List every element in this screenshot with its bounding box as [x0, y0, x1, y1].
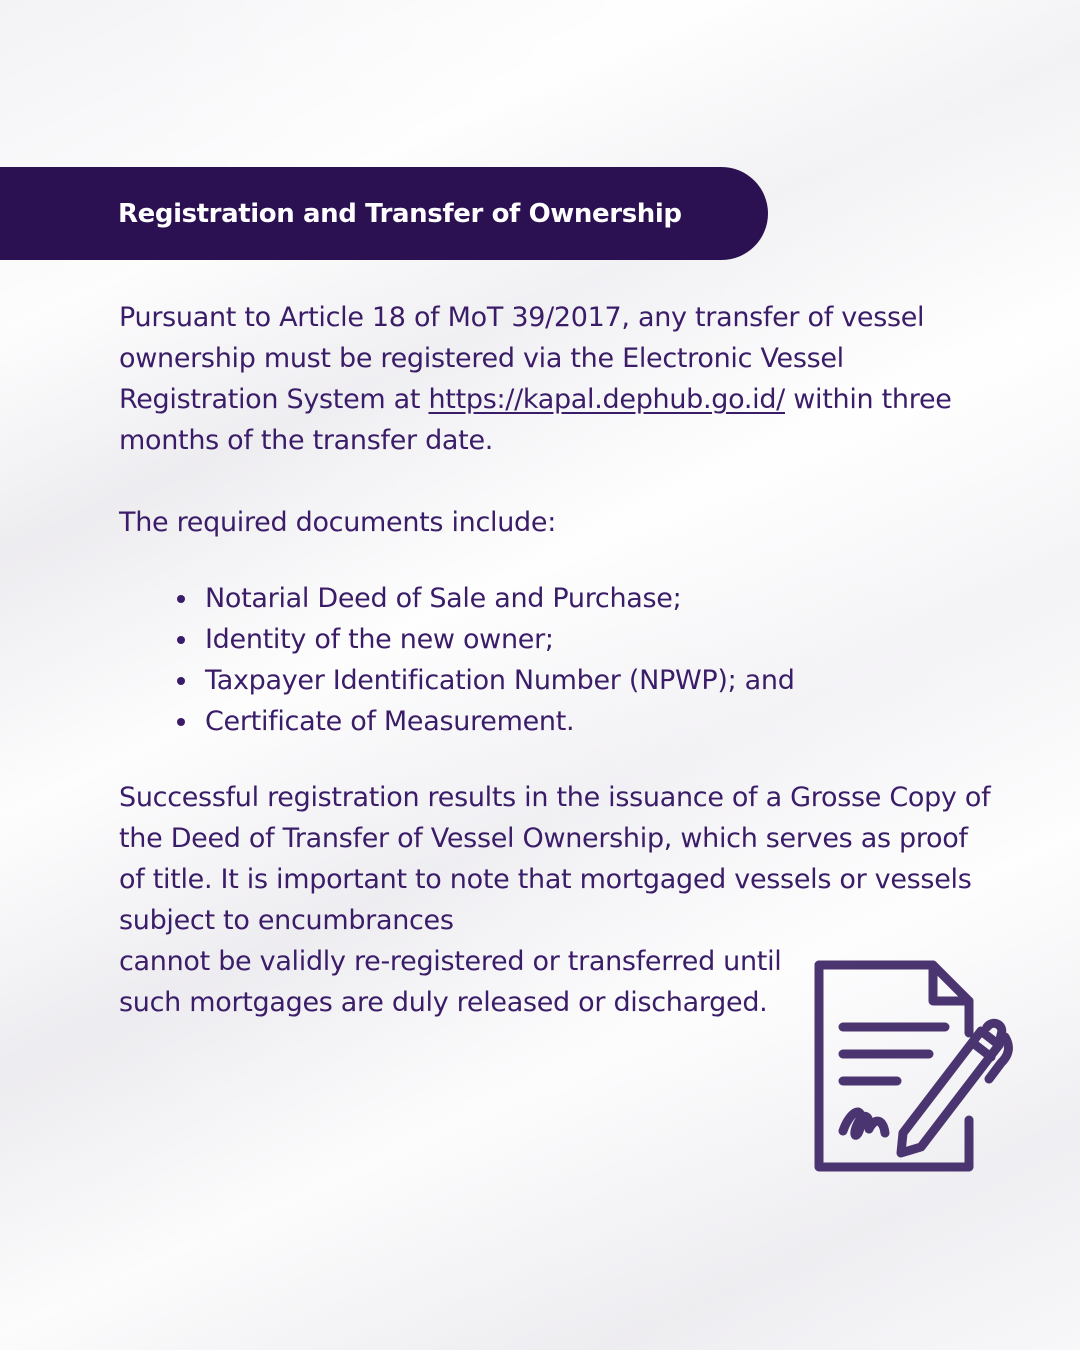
documents-heading: The required documents include:: [119, 507, 557, 538]
main-content: [119, 297, 999, 1023]
documents-list-wrapper: [119, 578, 999, 742]
title-banner: [0, 167, 768, 260]
conclusion-paragraph-end: cannot be validly re-registered or transferred until such mortgages are duly released or discharged.: [119, 946, 782, 1018]
documents-list: [119, 578, 999, 742]
intro-text-after: within three months of the transfer date.: [119, 384, 952, 456]
list-item: Notarial Deed of Sale and Purchase;: [177, 578, 999, 619]
list-item: Taxpayer Identification Number (NPWP); and: [177, 660, 999, 701]
intro-text-before: Pursuant to Article 18 of MoT 39/2017, any transfer of vessel ownership must be registered via the Electronic Vessel Registration System at: [119, 302, 925, 415]
intro-paragraph: [119, 297, 999, 461]
list-item: Certificate of Measurement.: [177, 701, 999, 742]
registration-system-link[interactable]: https://kapal.dephub.go.id/: [428, 384, 785, 415]
spacer: [119, 461, 999, 502]
page-title: Registration and Transfer of Ownership: [118, 198, 682, 229]
list-item: Identity of the new owner;: [177, 619, 999, 660]
conclusion-paragraph: Successful registration results in the issuance of a Grosse Copy of the Deed of Transfer of Vessel Ownership, which serves as proof of title. It is important to note that mortgaged vessels or vessels subject to encumbrances: [119, 782, 991, 936]
document-signature-pen-icon: [805, 955, 1020, 1180]
